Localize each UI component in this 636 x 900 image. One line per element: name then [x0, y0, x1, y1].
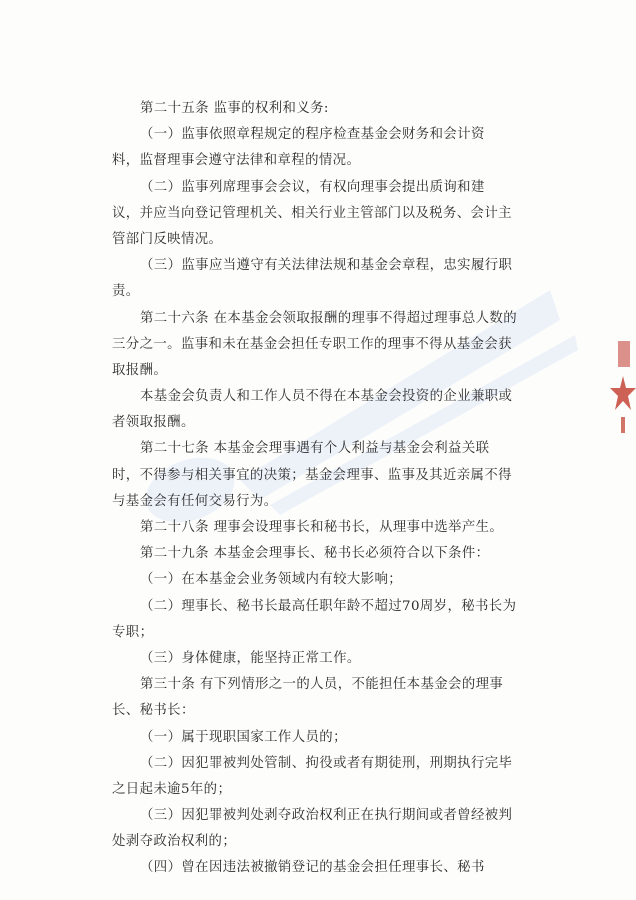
text-line: 专职；	[112, 624, 154, 640]
edge-stamp-fragment	[610, 415, 636, 435]
text-line: 与基金会有任何交易行为。	[112, 493, 278, 509]
text-line: （三）因犯罪被判处剥夺政治权利正在执行期间或者曾经被判	[140, 808, 513, 824]
text-line: 处剥夺政治权利的；	[112, 834, 237, 850]
text-line: （三）身体健康，能坚持正常工作。	[140, 650, 361, 666]
text-line: 管部门反映情况。	[112, 231, 223, 247]
text-line: 之日起未逾5年的；	[112, 781, 232, 797]
text-line: 本基金会负责人和工作人员不得在本基金会投资的企业兼职或	[140, 389, 513, 405]
text-line: （二）理事长、秘书长最高任职年龄不超过70周岁，秘书长为	[140, 598, 517, 614]
text-line: （三）监事应当遵守有关法律法规和基金会章程，忠实履行职	[140, 258, 513, 274]
text-line: 第二十五条 监事的权利和义务:	[140, 101, 329, 116]
text-line: 第二十六条 在本基金会领取报酬的理事不得超过理事总人数的	[140, 310, 518, 326]
text-line: 长、秘书长：	[112, 703, 195, 719]
text-line: 第二十八条 理事会设理事长和秘书长，从理事中选举产生。	[140, 520, 504, 535]
text-line: （一）监事依照章程规定的程序检查基金会财务和会计资	[140, 127, 485, 143]
text-line: 三分之一。监事和未在基金会担任专职工作的理事不得从基金会获	[112, 336, 512, 352]
document-body	[112, 96, 532, 882]
text-line: （四）曾在因违法被撤销登记的基金会担任理事长、秘书	[140, 860, 485, 876]
text-line: 责。	[112, 284, 140, 300]
text-line: 第三十条 有下列情形之一的人员，不能担任本基金会的理事	[140, 677, 504, 693]
text-line: 时，不得参与相关事宜的决策；基金会理事、监事及其近亲属不得	[112, 467, 512, 483]
text-line: 者领取报酬。	[112, 415, 195, 431]
text-line: 第二十七条 本基金会理事遇有个人利益与基金会利益关联	[140, 441, 490, 457]
text-line: 第二十九条 本基金会理事长、秘书长必须符合以下条件：	[140, 546, 490, 562]
text-line: （一）在本基金会业务领域内有较大影响；	[140, 572, 403, 588]
text-line: （一）属于现职国家工作人员的；	[140, 729, 347, 745]
text-line: 料，监督理事会遵守法律和章程的情况。	[112, 153, 361, 169]
text-line: 议，并应当向登记管理机关、相关行业主管部门以及税务、会计主	[112, 205, 512, 221]
edge-stamp-fragment	[610, 370, 636, 420]
edge-stamp-fragment	[610, 335, 636, 375]
text-line: （二）因犯罪被判处管制、拘役或者有期徒刑，刑期执行完毕	[140, 755, 513, 771]
text-line: 取报酬。	[112, 362, 168, 378]
text-line: （二）监事列席理事会会议，有权向理事会提出质询和建	[140, 179, 485, 195]
